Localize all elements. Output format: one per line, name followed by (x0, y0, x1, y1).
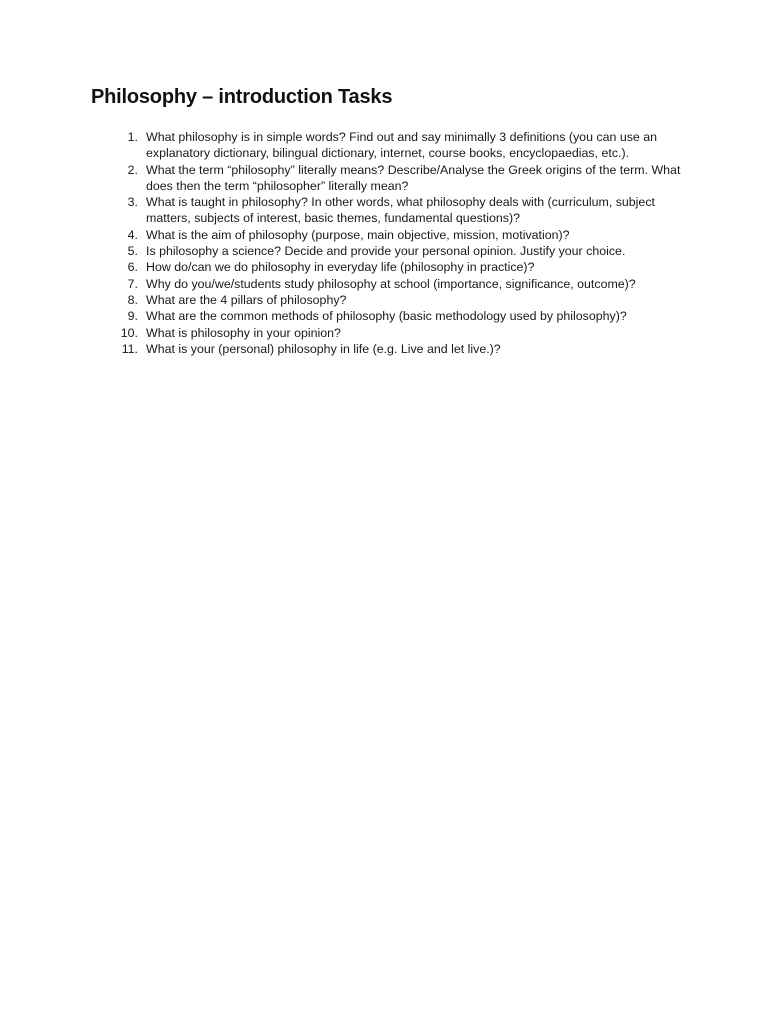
task-text: Why do you/we/students study philosophy at school (importance, significance, outcome)? (146, 276, 636, 291)
task-text: What is philosophy in your opinion? (146, 325, 341, 340)
task-text: What is the aim of philosophy (purpose, main objective, mission, motivation)? (146, 227, 570, 242)
task-text: What is taught in philosophy? In other words, what philosophy deals with (curriculum, subject matters, subjects of interest, basic themes, fundamental questions)? (146, 195, 655, 226)
task-text: Is philosophy a science? Decide and provide your personal opinion. Justify your choice. (146, 244, 626, 259)
task-text: How do/can we do philosophy in everyday life (philosophy in practice)? (146, 260, 535, 275)
task-text: What philosophy is in simple words? Find out and say minimally 3 definitions (you can use an explanatory dictionary, bilingual dictionary, internet, course books, encyclopaedias, etc.). (146, 130, 658, 161)
task-list (110, 129, 700, 357)
document-title: Philosophy – introduction Tasks (91, 86, 393, 108)
task-item-2 (110, 162, 700, 195)
task-number: 7. (127, 276, 138, 291)
task-item-6 (110, 259, 700, 275)
task-text: What the term “philosophy” literally means? Describe/Analyse the Greek origins of the term. What does then the term “philosopher” literally mean? (146, 162, 681, 193)
task-text: What are the 4 pillars of philosophy? (146, 292, 347, 307)
task-text: What are the common methods of philosophy (basic methodology used by philosophy)? (146, 309, 627, 324)
task-item-4 (110, 227, 700, 243)
task-item-11 (110, 341, 700, 357)
task-number: 8. (127, 292, 138, 307)
task-number: 6. (127, 260, 138, 275)
task-item-7 (110, 276, 700, 292)
task-number: 9. (127, 309, 138, 324)
task-item-10 (110, 325, 700, 341)
task-number: 1. (127, 130, 138, 144)
task-number: 2. (127, 162, 138, 177)
task-item-1 (110, 129, 700, 162)
task-number: 10. (120, 325, 138, 340)
task-number: 5. (127, 244, 138, 259)
task-item-9 (110, 308, 700, 324)
task-item-3 (110, 194, 700, 227)
task-text: What is your (personal) philosophy in life (e.g. Live and let live.)? (146, 341, 501, 356)
task-item-5 (110, 243, 700, 259)
task-item-8 (110, 292, 700, 308)
task-number: 4. (127, 227, 138, 242)
task-number: 11. (121, 341, 138, 356)
task-number: 3. (127, 195, 138, 210)
